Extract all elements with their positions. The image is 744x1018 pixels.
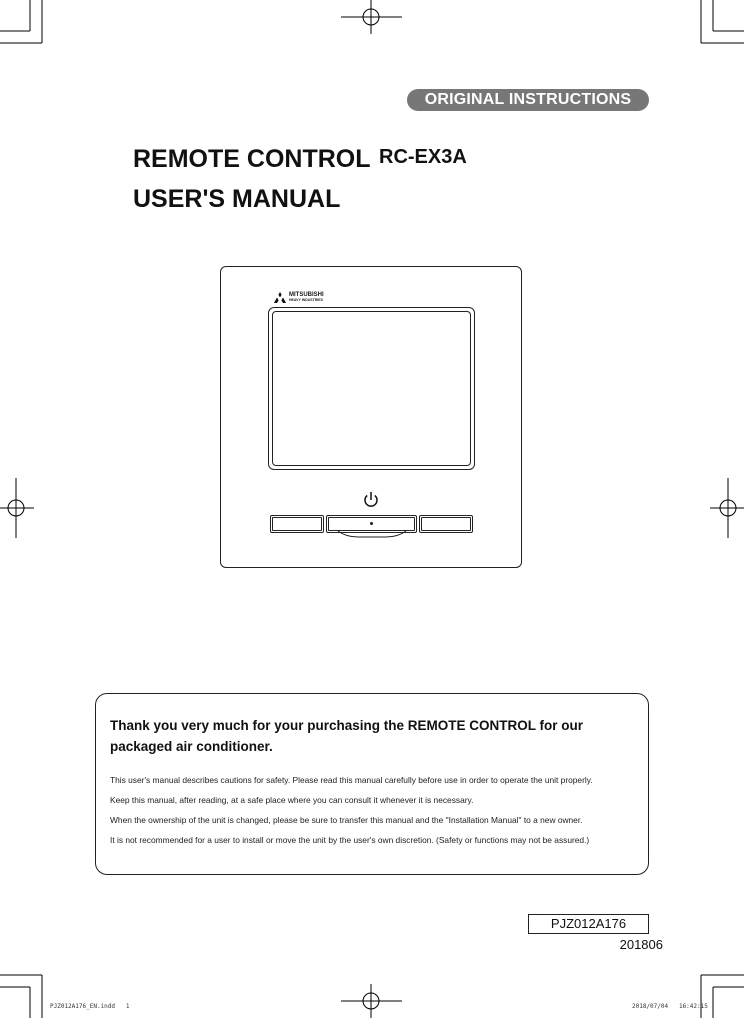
title-line-1: REMOTE CONTROL [133, 145, 371, 173]
three-diamond-icon [274, 292, 286, 303]
notice-line-1: This user's manual describes cautions for safety. Please read this manual carefully before use in order to operate the unit properly. [110, 775, 593, 785]
installation-manual-ref: Installation Manual [448, 815, 519, 825]
document-code: PJZ012A176 [528, 914, 649, 934]
left-button [270, 515, 324, 533]
logo-text-sub: HEAVY INDUSTRIES [289, 297, 323, 302]
publication-date: 201806 [619, 937, 663, 952]
power-icon [363, 491, 379, 509]
right-button [419, 515, 473, 533]
notice-box [95, 693, 649, 875]
notice-line-3: When the ownership of the unit is changed, please be sure to transfer this manual and the "Installation Manual" to a new owner. [110, 815, 583, 825]
logo-text-main: MITSUBISHI [289, 291, 324, 298]
document-subtitle: USER'S MANUAL [133, 185, 341, 213]
document-title [133, 145, 467, 174]
manufacturer-logo [274, 292, 324, 303]
button-lip [338, 531, 406, 538]
notice-line-4: It is not recommended for a user to install or move the unit by the user's own discretion. (Safety or functions may not be assured.) [110, 835, 590, 845]
timestamp-slug: 2018/07/04 16:42:15 [632, 1003, 708, 1010]
file-slug: PJZ012A176_EN.indd 1 [50, 1003, 130, 1010]
remote-control-illustration [220, 266, 522, 568]
indicator-dot [370, 522, 373, 525]
model-number: RC-EX3A [379, 146, 467, 168]
notice-line-2: Keep this manual, after reading, at a safe place where you can consult it whenever it is necessary. [110, 795, 474, 805]
thank-you-message: Thank you very much for your purchasing the REMOTE CONTROL for our packaged air conditioner. [110, 718, 584, 754]
display-screen [268, 307, 475, 470]
original-instructions-badge: ORIGINAL INSTRUCTIONS [407, 89, 649, 111]
